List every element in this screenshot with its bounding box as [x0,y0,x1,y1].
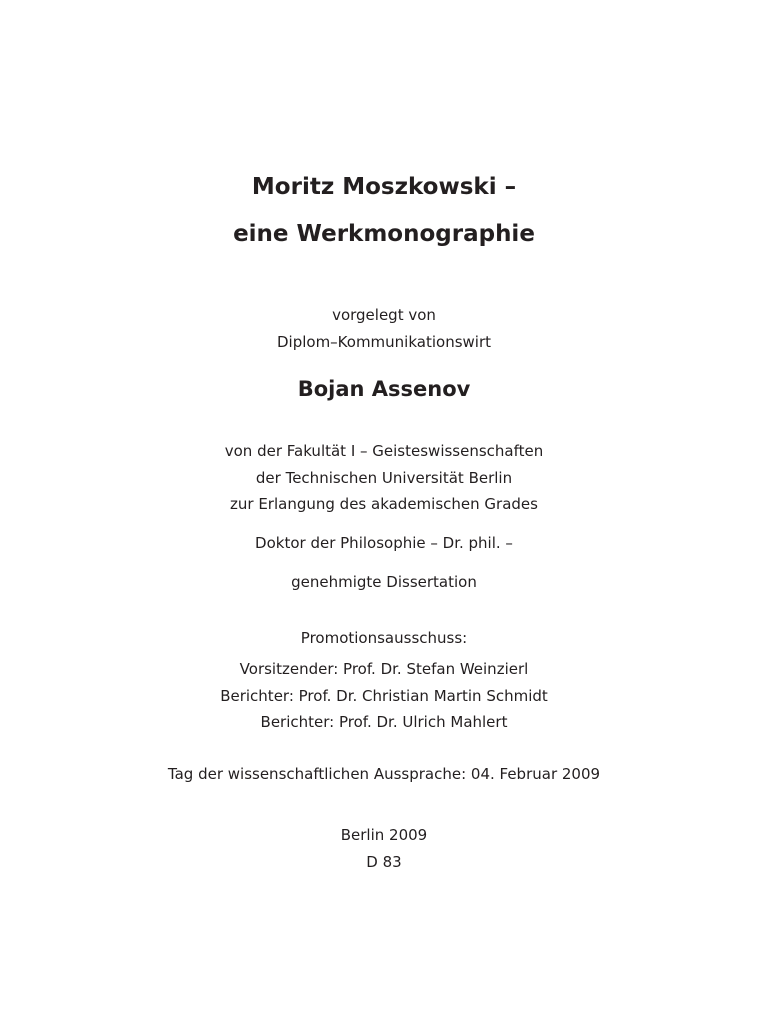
committee-reviewer-2: Berichter: Prof. Dr. Ulrich Mahlert [260,713,508,731]
approval-note: genehmigte Dissertation [291,573,477,591]
faculty-line-2: der Technischen Universität Berlin [255,469,513,487]
faculty-line-1: von der Fakultät I – Geisteswissenschaften [224,442,544,460]
author-degree: Diplom–Kommunikationswirt [276,333,491,351]
submitted-by-label: vorgelegt von [332,306,436,324]
committee-chair: Vorsitzender: Prof. Dr. Stefan Weinzierl [239,660,529,678]
place-year: Berlin 2009 [340,826,428,844]
library-code: D 83 [366,853,402,871]
defense-date: Tag der wissenschaftlichen Aussprache: 04. Februar 2009 [167,765,601,783]
thesis-title-line-1: Moritz Moszkowski – [251,174,517,200]
author-name: Bojan Assenov [297,377,471,401]
committee-reviewer-1: Berichter: Prof. Dr. Christian Martin Schmidt [220,687,548,705]
committee-heading: Promotionsausschuss: [300,629,468,647]
faculty-line-3: zur Erlangung des akademischen Grades [230,495,538,513]
degree-title: Doktor der Philosophie – Dr. phil. – [255,534,513,552]
thesis-title-line-2: eine Werkmonographie [233,221,535,247]
